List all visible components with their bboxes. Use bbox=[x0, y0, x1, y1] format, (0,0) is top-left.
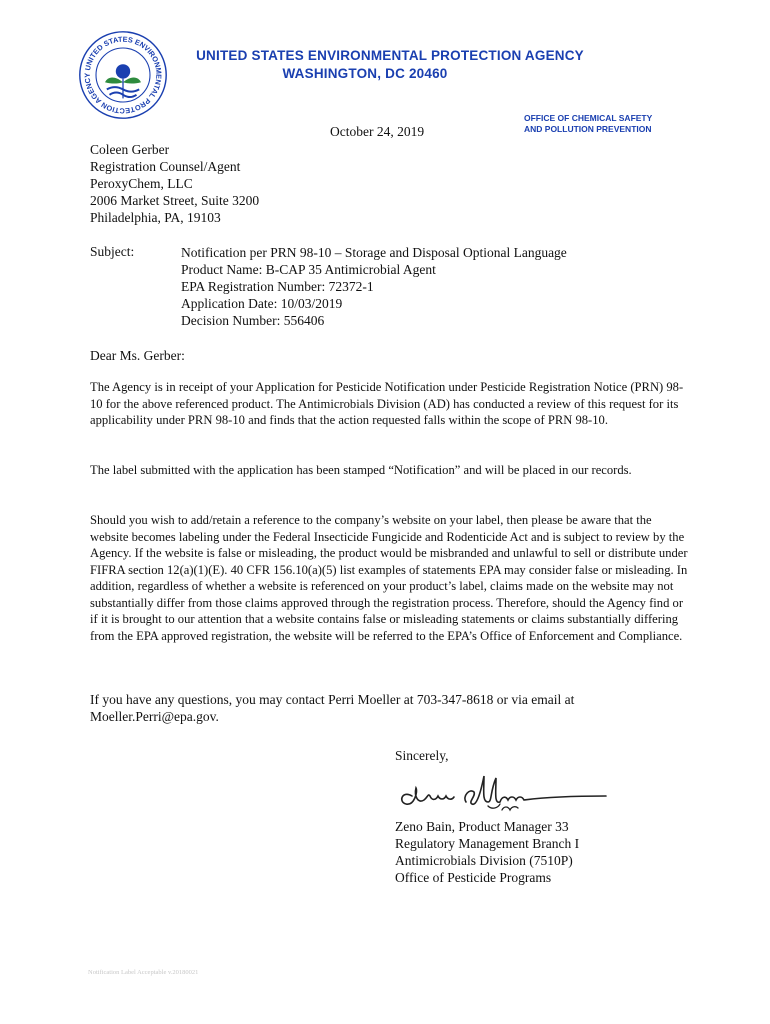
body-paragraph: The label submitted with the application has been stamped “Notification” and will be placed in our records. bbox=[90, 463, 632, 477]
footer-note: Notification Label Acceptable v.20180021 bbox=[88, 969, 199, 976]
agency-name: UNITED STATES ENVIRONMENTAL PROTECTION AGENCY bbox=[196, 48, 584, 63]
office-name bbox=[524, 113, 704, 135]
subject-line: Notification per PRN 98-10 – Storage and Disposal Optional Language bbox=[181, 245, 567, 260]
subject-line: EPA Registration Number: 72372-1 bbox=[181, 279, 374, 294]
epa-seal-icon bbox=[78, 30, 168, 120]
office-line-1: OFFICE OF CHEMICAL SAFETY bbox=[524, 113, 653, 123]
closing: Sincerely, bbox=[395, 748, 449, 763]
office-line-2: AND POLLUTION PREVENTION bbox=[524, 124, 652, 134]
recipient-address bbox=[90, 141, 259, 226]
recipient-line: PeroxyChem, LLC bbox=[90, 176, 193, 191]
handwritten-signature-icon bbox=[392, 766, 622, 818]
subject-line: Application Date: 10/03/2019 bbox=[181, 296, 343, 311]
letter-date: October 24, 2019 bbox=[330, 124, 425, 139]
recipient-line: Registration Counsel/Agent bbox=[90, 159, 241, 174]
salutation: Dear Ms. Gerber: bbox=[90, 348, 185, 363]
body-paragraph: Should you wish to add/retain a reference to the company’s website on your label, then please be aware that the website becomes labeling under the Federal Insecticide Fungicide and Rodenticide Act and is subject to review by the Agency. If the website is false or misleading, the product would be misbranded and unlawful to sell or distribute under FIFRA section 12(a)(1)(E). 40 CFR 156.10(a)(5) list examples of statements EPA may consider false or misleading. In addition, regardless of whether a website is referenced on your product’s label, claims made on the website may not substantially differ from those claims approved through the registration process. Therefore, should the Agency find or if it is brought to our attention that a website contains false or misleading statements or claims substantially differing from the EPA approved registration, the website will be referred to the EPA’s Office of Enforcement and Compliance. bbox=[90, 513, 688, 643]
recipient-line: Coleen Gerber bbox=[90, 142, 170, 157]
body-paragraph: The Agency is in receipt of your Application for Pesticide Notification under Pesticide Registration Notice (PRN) 98-10 for the above referenced product. The Antimicrobials Division (AD) has conducted a review of this request for its applicability under PRN 98-10 and finds that the action requested falls within the scope of PRN 98-10. bbox=[90, 380, 684, 427]
contact-paragraph: If you have any questions, you may contact Perri Moeller at 703-347-8618 or via email at Moeller.Perri@epa.gov. bbox=[90, 692, 575, 724]
subject-line: Product Name: B-CAP 35 Antimicrobial Agent bbox=[181, 262, 436, 277]
signer-line: Office of Pesticide Programs bbox=[395, 870, 552, 885]
subject-block bbox=[181, 244, 567, 329]
agency-address: WASHINGTON, DC 20460 bbox=[282, 66, 448, 81]
seal-ring-text: UNITED STATES ENVIRONMENTAL PROTECTION AGENCY bbox=[82, 34, 164, 116]
signer-line: Antimicrobials Division (7510P) bbox=[395, 853, 573, 868]
subject-line: Decision Number: 556406 bbox=[181, 313, 325, 328]
signer-block bbox=[395, 818, 579, 886]
signer-line: Zeno Bain, Product Manager 33 bbox=[395, 819, 569, 834]
subject-label: Subject: bbox=[90, 244, 135, 259]
recipient-line: 2006 Market Street, Suite 3200 bbox=[90, 193, 260, 208]
signer-line: Regulatory Management Branch I bbox=[395, 836, 580, 851]
recipient-line: Philadelphia, PA, 19103 bbox=[90, 210, 221, 225]
